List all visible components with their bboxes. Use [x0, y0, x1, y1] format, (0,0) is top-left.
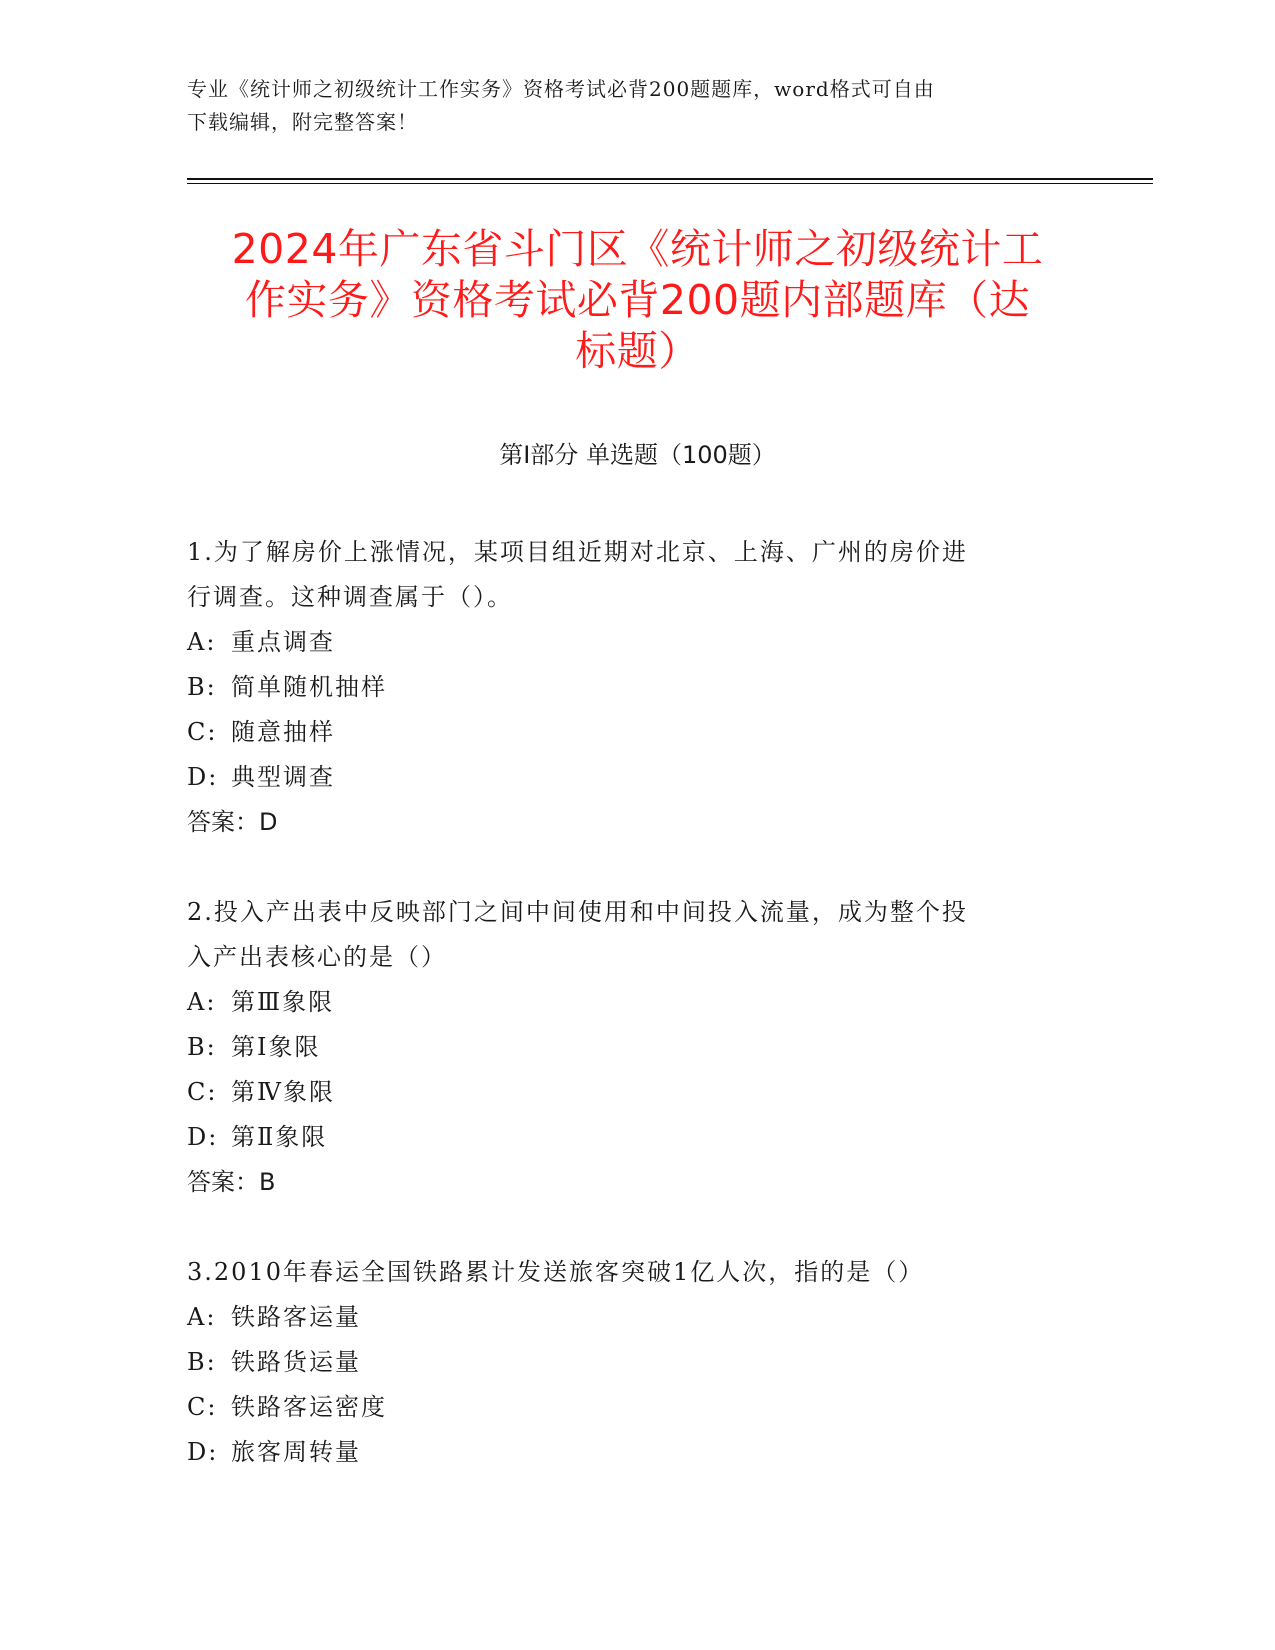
option-c: [187, 710, 1067, 755]
option-text: 第Ⅱ象限: [231, 1123, 328, 1151]
answer-line: 答案：D: [187, 808, 278, 836]
option-text: 铁路客运量: [231, 1303, 361, 1331]
option-text: 铁路客运密度: [231, 1393, 387, 1421]
option-text: 随意抽样: [231, 718, 335, 746]
option-a: [187, 1295, 1067, 1340]
option-letter: D:: [187, 1123, 219, 1151]
question-list: [187, 530, 1067, 1520]
option-a: [187, 980, 1067, 1025]
option-text: 第Ⅳ象限: [231, 1078, 335, 1106]
header-note-line-2: 下载编辑，附完整答案！: [187, 110, 418, 134]
question-stem-line: 1.为了解房价上涨情况，某项目组近期对北京、上海、广州的房价进: [187, 538, 968, 566]
option-letter: A:: [187, 1303, 217, 1331]
option-b: [187, 665, 1067, 710]
option-c: [187, 1385, 1067, 1430]
header-divider-thin: [187, 183, 1153, 184]
title-line-3: 标题）: [575, 327, 700, 375]
question-2: [187, 890, 1067, 1205]
option-text: 第Ⅰ象限: [231, 1033, 321, 1061]
header-divider-thick: [187, 178, 1153, 180]
question-stem-line: 入产出表核心的是（）: [187, 943, 447, 971]
option-letter: B:: [187, 1033, 217, 1061]
option-c: [187, 1070, 1067, 1115]
option-letter: C:: [187, 1393, 218, 1421]
option-d: [187, 755, 1067, 800]
question-stem-line: 2.投入产出表中反映部门之间中间使用和中间投入流量，成为整个投: [187, 898, 968, 926]
option-d: [187, 1430, 1067, 1475]
option-letter: A:: [187, 988, 217, 1016]
option-b: [187, 1025, 1067, 1070]
option-letter: A:: [187, 628, 217, 656]
section-heading: 第I部分 单选题（100题）: [499, 441, 776, 469]
option-d: [187, 1115, 1067, 1160]
question-3: [187, 1250, 1067, 1475]
option-letter: B:: [187, 1348, 217, 1376]
question-1: [187, 530, 1067, 845]
option-a: [187, 620, 1067, 665]
option-b: [187, 1340, 1067, 1385]
option-letter: D:: [187, 763, 219, 791]
option-text: 简单随机抽样: [231, 673, 387, 701]
option-letter: C:: [187, 718, 218, 746]
answer-line: 答案：B: [187, 1168, 276, 1196]
title-line-2: 作实务》资格考试必背200题内部题库（达: [244, 276, 1031, 324]
option-text: 典型调查: [231, 763, 335, 791]
question-stem-line: 3.2010年春运全国铁路累计发送旅客突破1亿人次，指的是（）: [187, 1258, 925, 1286]
option-letter: C:: [187, 1078, 218, 1106]
header-note-line-1: 专业《统计师之初级统计工作实务》资格考试必背200题题库，word格式可自由: [187, 77, 935, 101]
option-letter: B:: [187, 673, 217, 701]
question-stem-line: 行调查。这种调查属于（）。: [187, 583, 513, 611]
option-letter: D:: [187, 1438, 219, 1466]
header-note: [187, 73, 1067, 139]
option-text: 铁路货运量: [231, 1348, 361, 1376]
option-text: 旅客周转量: [231, 1438, 361, 1466]
option-text: 第Ⅲ象限: [231, 988, 335, 1016]
document-title: [150, 224, 1125, 377]
option-text: 重点调查: [231, 628, 335, 656]
title-line-1: 2024年广东省斗门区《统计师之初级统计工: [231, 225, 1044, 273]
